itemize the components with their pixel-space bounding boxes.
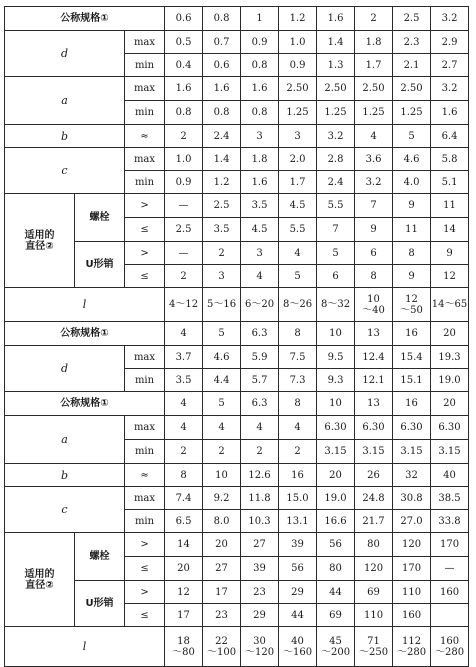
b-label: b bbox=[5, 464, 125, 487]
table-row bbox=[5, 288, 469, 322]
b-value-cell: 2.4 bbox=[203, 125, 241, 148]
b-value-cell: 40 bbox=[431, 464, 469, 487]
bolt-le-value-cell: 80 bbox=[317, 557, 355, 581]
bolt-le-value-cell: 9 bbox=[355, 218, 393, 242]
table-row bbox=[5, 31, 469, 54]
table-row bbox=[5, 487, 469, 510]
length-range-value-cell: 8～32 bbox=[317, 288, 355, 322]
a-max-value-cell: 2.50 bbox=[393, 77, 431, 101]
c-min-value-cell: 4.0 bbox=[393, 171, 431, 194]
d-max-value-cell: 1.4 bbox=[317, 31, 355, 54]
d-max-value-cell: 15.4 bbox=[393, 346, 431, 369]
bolt-le-value-cell: 7 bbox=[317, 218, 355, 242]
nominal-size-value-cell: 6.3 bbox=[241, 322, 279, 346]
bolt-gt-value-cell: 80 bbox=[355, 533, 393, 557]
c-min-value-cell: 33.8 bbox=[431, 510, 469, 533]
c-min-value-cell: 1.2 bbox=[203, 171, 241, 194]
d-max-value-cell: 19.3 bbox=[431, 346, 469, 369]
d-min-value-cell: 5.7 bbox=[241, 369, 279, 392]
a-max-value-cell: 4 bbox=[203, 416, 241, 440]
d-max-value-cell: 4.6 bbox=[203, 346, 241, 369]
pin-le-value-cell: 12 bbox=[431, 265, 469, 288]
a-max-value-cell: 6.30 bbox=[317, 416, 355, 440]
b-value-cell: 26 bbox=[355, 464, 393, 487]
length-range-value-cell: 14～65 bbox=[431, 288, 469, 322]
a-max-value-cell: 3.2 bbox=[431, 77, 469, 101]
b-value-cell: 16 bbox=[279, 464, 317, 487]
d-max-value-cell: 9.5 bbox=[317, 346, 355, 369]
a-min-value-cell: 2 bbox=[165, 440, 203, 464]
pin-le-value-cell: 9 bbox=[393, 265, 431, 288]
less-equal-label: ≤ bbox=[125, 218, 165, 242]
table-row bbox=[5, 125, 469, 148]
d-max-value-cell: 2.9 bbox=[431, 31, 469, 54]
c-min-value-cell: 27.0 bbox=[393, 510, 431, 533]
c-max-value-cell: 11.8 bbox=[241, 487, 279, 510]
c-min-value-cell: 2.4 bbox=[317, 171, 355, 194]
u-pin-label: U形销 bbox=[75, 581, 125, 627]
c-min-value-cell: 1.7 bbox=[279, 171, 317, 194]
a-min-value-cell: 3.15 bbox=[393, 440, 431, 464]
bolt-gt-value-cell: 27 bbox=[241, 533, 279, 557]
c-min-value-cell: 10.3 bbox=[241, 510, 279, 533]
pin-le-value-cell: 8 bbox=[355, 265, 393, 288]
table-row bbox=[5, 581, 469, 604]
pin-le-value-cell: 3 bbox=[203, 265, 241, 288]
d-max-value-cell: 1.8 bbox=[355, 31, 393, 54]
c-max-value-cell: 1.0 bbox=[165, 148, 203, 171]
length-range-value-cell: 8～26 bbox=[279, 288, 317, 322]
c-max-value-cell: 19.0 bbox=[317, 487, 355, 510]
applicable-label-line2: 直径② bbox=[25, 579, 54, 591]
length-range-value-cell: 5～16 bbox=[203, 288, 241, 322]
a-min-value-cell: 0.8 bbox=[203, 101, 241, 125]
pin-le-value-cell: 17 bbox=[165, 604, 203, 627]
c-max-value-cell: 24.8 bbox=[355, 487, 393, 510]
d-min-value-cell: 4.4 bbox=[203, 369, 241, 392]
nominal-size-value-cell: 13 bbox=[355, 322, 393, 346]
bolt-le-value-cell: 39 bbox=[241, 557, 279, 581]
c-min-value-cell: 0.9 bbox=[165, 171, 203, 194]
bolt-le-value-cell: 27 bbox=[203, 557, 241, 581]
nominal-size-value-cell: 8 bbox=[279, 322, 317, 346]
bolt-gt-value-cell: 14 bbox=[165, 533, 203, 557]
c-max-value-cell: 2.0 bbox=[279, 148, 317, 171]
table-row bbox=[5, 77, 469, 101]
b-value-cell: 6.4 bbox=[431, 125, 469, 148]
nominal-size-value-cell: 4 bbox=[165, 322, 203, 346]
a-min-value-cell: 1.25 bbox=[393, 101, 431, 125]
c-min-value-cell: 6.5 bbox=[165, 510, 203, 533]
bolt-gt-value-cell: 20 bbox=[203, 533, 241, 557]
min-label: min bbox=[125, 369, 165, 392]
a-min-value-cell: 3.15 bbox=[317, 440, 355, 464]
pin-le-value-cell: 29 bbox=[241, 604, 279, 627]
a-max-value-cell: 1.6 bbox=[203, 77, 241, 101]
b-value-cell: 20 bbox=[317, 464, 355, 487]
bolt-gt-value-cell: 7 bbox=[355, 194, 393, 218]
pin-gt-value-cell: 6 bbox=[355, 242, 393, 265]
d-max-value-cell: 2.3 bbox=[393, 31, 431, 54]
nominal-size-value-cell: 2.5 bbox=[393, 7, 431, 31]
d-min-value-cell: 0.8 bbox=[241, 54, 279, 77]
nominal-size-value-cell: 8 bbox=[279, 392, 317, 416]
d-min-value-cell: 0.9 bbox=[279, 54, 317, 77]
d-max-value-cell: 0.9 bbox=[241, 31, 279, 54]
table-row bbox=[5, 194, 469, 218]
pin-le-value-cell: 44 bbox=[279, 604, 317, 627]
a-min-value-cell: 0.8 bbox=[241, 101, 279, 125]
length-range-value-cell: 18 ～80 bbox=[165, 627, 203, 667]
u-pin-label: U形销 bbox=[75, 242, 125, 288]
pin-le-value-cell: 110 bbox=[355, 604, 393, 627]
c-label: c bbox=[5, 487, 125, 533]
b-value-cell: 3 bbox=[279, 125, 317, 148]
max-label: max bbox=[125, 31, 165, 54]
a-max-value-cell: 1.6 bbox=[241, 77, 279, 101]
bolt-gt-value-cell: 2.5 bbox=[203, 194, 241, 218]
bolt-gt-value-cell: 11 bbox=[431, 194, 469, 218]
a-max-value-cell: 4 bbox=[165, 416, 203, 440]
bolt-gt-value-cell: 5.5 bbox=[317, 194, 355, 218]
nominal-size-value-cell: 10 bbox=[317, 322, 355, 346]
bolt-gt-value-cell: 39 bbox=[279, 533, 317, 557]
less-equal-label: ≤ bbox=[125, 557, 165, 581]
length-range-value-cell: 112 ～280 bbox=[393, 627, 431, 667]
bolt-le-value-cell: 14 bbox=[431, 218, 469, 242]
applicable-label-line2: 直径② bbox=[25, 240, 54, 252]
a-max-value-cell: 6.30 bbox=[431, 416, 469, 440]
pin-gt-value-cell: 29 bbox=[279, 581, 317, 604]
table-row bbox=[5, 464, 469, 487]
pin-le-value-cell: 6 bbox=[317, 265, 355, 288]
pin-gt-value-cell: 2 bbox=[203, 242, 241, 265]
d-max-value-cell: 12.4 bbox=[355, 346, 393, 369]
table-row bbox=[5, 322, 469, 346]
c-max-value-cell: 38.5 bbox=[431, 487, 469, 510]
bolt-label: 螺栓 bbox=[75, 194, 125, 242]
greater-than-label: > bbox=[125, 242, 165, 265]
applicable-label-line1: 适用的 bbox=[24, 568, 55, 580]
b-value-cell: 3.2 bbox=[317, 125, 355, 148]
pin-gt-value-cell: 12 bbox=[165, 581, 203, 604]
c-max-value-cell: 15.0 bbox=[279, 487, 317, 510]
max-label: max bbox=[125, 77, 165, 101]
a-label: a bbox=[5, 416, 125, 464]
c-max-value-cell: 1.4 bbox=[203, 148, 241, 171]
nominal-size-value-cell: 2 bbox=[355, 7, 393, 31]
bolt-gt-value-cell: — bbox=[165, 194, 203, 218]
approx-label: ≈ bbox=[125, 125, 165, 148]
pin-le-value-cell: 4 bbox=[241, 265, 279, 288]
nominal-size-value-cell: 1.2 bbox=[279, 7, 317, 31]
approx-label: ≈ bbox=[125, 464, 165, 487]
a-min-value-cell: 3.15 bbox=[355, 440, 393, 464]
a-min-value-cell: 1.25 bbox=[279, 101, 317, 125]
bolt-le-value-cell: 5.5 bbox=[279, 218, 317, 242]
pin-le-value-cell: 23 bbox=[203, 604, 241, 627]
table-row bbox=[5, 392, 469, 416]
pin-gt-value-cell: 9 bbox=[431, 242, 469, 265]
bolt-gt-value-cell: 170 bbox=[431, 533, 469, 557]
bolt-le-value-cell: 11 bbox=[393, 218, 431, 242]
length-range-value-cell: 160 ～280 bbox=[431, 627, 469, 667]
nominal-size-header: 公称规格① bbox=[5, 7, 165, 31]
d-max-value-cell: 7.5 bbox=[279, 346, 317, 369]
pin-gt-value-cell: 8 bbox=[393, 242, 431, 265]
d-label: d bbox=[5, 346, 125, 392]
pin-le-value-cell: 69 bbox=[317, 604, 355, 627]
max-label: max bbox=[125, 416, 165, 440]
less-equal-label: ≤ bbox=[125, 265, 165, 288]
d-min-value-cell: 0.4 bbox=[165, 54, 203, 77]
bolt-gt-value-cell: 56 bbox=[317, 533, 355, 557]
b-value-cell: 5 bbox=[393, 125, 431, 148]
length-range-value-cell: 22 ～100 bbox=[203, 627, 241, 667]
a-min-value-cell: 2 bbox=[241, 440, 279, 464]
length-range-value-cell: 45 ～200 bbox=[317, 627, 355, 667]
d-min-value-cell: 15.1 bbox=[393, 369, 431, 392]
d-min-value-cell: 1.7 bbox=[355, 54, 393, 77]
less-equal-label: ≤ bbox=[125, 604, 165, 627]
pin-gt-value-cell: 110 bbox=[393, 581, 431, 604]
length-range-value-cell: 12 ～50 bbox=[393, 288, 431, 322]
pin-le-value-cell: 2 bbox=[165, 265, 203, 288]
c-max-value-cell: 2.8 bbox=[317, 148, 355, 171]
length-range-value-cell: 6～20 bbox=[241, 288, 279, 322]
d-label: d bbox=[5, 31, 125, 77]
d-min-value-cell: 3.5 bbox=[165, 369, 203, 392]
c-min-value-cell: 21.7 bbox=[355, 510, 393, 533]
max-label: max bbox=[125, 487, 165, 510]
nominal-size-value-cell: 20 bbox=[431, 392, 469, 416]
a-max-value-cell: 2.50 bbox=[279, 77, 317, 101]
nominal-size-value-cell: 5 bbox=[203, 322, 241, 346]
c-min-value-cell: 13.1 bbox=[279, 510, 317, 533]
nominal-size-value-cell: 16 bbox=[393, 322, 431, 346]
bolt-gt-value-cell: 9 bbox=[393, 194, 431, 218]
pin-gt-value-cell: 44 bbox=[317, 581, 355, 604]
a-max-value-cell: 6.30 bbox=[355, 416, 393, 440]
min-label: min bbox=[125, 101, 165, 125]
c-min-value-cell: 8.0 bbox=[203, 510, 241, 533]
c-min-value-cell: 16.6 bbox=[317, 510, 355, 533]
bolt-gt-value-cell: 4.5 bbox=[279, 194, 317, 218]
d-min-value-cell: 1.3 bbox=[317, 54, 355, 77]
b-value-cell: 12.6 bbox=[241, 464, 279, 487]
nominal-size-header: 公称规格① bbox=[5, 322, 165, 346]
bolt-le-value-cell: 170 bbox=[393, 557, 431, 581]
nominal-size-value-cell: 1 bbox=[241, 7, 279, 31]
greater-than-label: > bbox=[125, 194, 165, 218]
d-max-value-cell: 3.7 bbox=[165, 346, 203, 369]
pin-gt-value-cell: 17 bbox=[203, 581, 241, 604]
b-value-cell: 8 bbox=[165, 464, 203, 487]
nominal-size-value-cell: 5 bbox=[203, 392, 241, 416]
c-min-value-cell: 5.1 bbox=[431, 171, 469, 194]
c-label: c bbox=[5, 148, 125, 194]
a-max-value-cell: 2.50 bbox=[317, 77, 355, 101]
d-min-value-cell: 0.6 bbox=[203, 54, 241, 77]
nominal-size-value-cell: 1.6 bbox=[317, 7, 355, 31]
a-min-value-cell: 2 bbox=[279, 440, 317, 464]
length-range-value-cell: 4～12 bbox=[165, 288, 203, 322]
table-row bbox=[5, 627, 469, 667]
nominal-size-value-cell: 0.8 bbox=[203, 7, 241, 31]
pin-le-value-cell: 160 bbox=[393, 604, 431, 627]
length-range-value-cell: 40 ～160 bbox=[279, 627, 317, 667]
bolt-le-value-cell: 3.5 bbox=[203, 218, 241, 242]
d-min-value-cell: 2.1 bbox=[393, 54, 431, 77]
pin-gt-value-cell: 3 bbox=[241, 242, 279, 265]
length-range-value-cell: 30 ～120 bbox=[241, 627, 279, 667]
c-max-value-cell: 30.8 bbox=[393, 487, 431, 510]
b-value-cell: 10 bbox=[203, 464, 241, 487]
a-max-value-cell: 2.50 bbox=[355, 77, 393, 101]
a-max-value-cell: 4 bbox=[241, 416, 279, 440]
a-min-value-cell: 1.25 bbox=[317, 101, 355, 125]
bolt-label: 螺栓 bbox=[75, 533, 125, 581]
dimension-table-body bbox=[5, 7, 469, 667]
nominal-size-value-cell: 3.2 bbox=[431, 7, 469, 31]
d-min-value-cell: 2.7 bbox=[431, 54, 469, 77]
l-label: l bbox=[5, 627, 165, 667]
c-max-value-cell: 5.8 bbox=[431, 148, 469, 171]
d-max-value-cell: 1.0 bbox=[279, 31, 317, 54]
min-label: min bbox=[125, 171, 165, 194]
table-row bbox=[5, 7, 469, 31]
bolt-le-value-cell: 4.5 bbox=[241, 218, 279, 242]
pin-le-value-cell: 5 bbox=[279, 265, 317, 288]
nominal-size-header: 公称规格① bbox=[5, 392, 165, 416]
c-max-value-cell: 7.4 bbox=[165, 487, 203, 510]
a-max-value-cell: 1.6 bbox=[165, 77, 203, 101]
a-max-value-cell: 6.30 bbox=[393, 416, 431, 440]
a-max-value-cell: 4 bbox=[279, 416, 317, 440]
pin-gt-value-cell: 160 bbox=[431, 581, 469, 604]
applicable-label-line1: 适用的 bbox=[24, 229, 55, 241]
a-min-value-cell: 0.8 bbox=[165, 101, 203, 125]
applicable-diameter-label bbox=[5, 194, 75, 288]
bolt-gt-value-cell: 3.5 bbox=[241, 194, 279, 218]
pin-le-value-cell bbox=[431, 604, 469, 627]
table-row bbox=[5, 346, 469, 369]
dimension-table bbox=[4, 6, 469, 667]
min-label: min bbox=[125, 510, 165, 533]
table-row bbox=[5, 533, 469, 557]
pin-gt-value-cell: 5 bbox=[317, 242, 355, 265]
nominal-size-value-cell: 6.3 bbox=[241, 392, 279, 416]
c-min-value-cell: 3.2 bbox=[355, 171, 393, 194]
nominal-size-value-cell: 16 bbox=[393, 392, 431, 416]
bolt-le-value-cell: 20 bbox=[165, 557, 203, 581]
bolt-le-value-cell: 56 bbox=[279, 557, 317, 581]
a-min-value-cell: 3.15 bbox=[431, 440, 469, 464]
nominal-size-value-cell: 13 bbox=[355, 392, 393, 416]
a-min-value-cell: 1.6 bbox=[431, 101, 469, 125]
c-min-value-cell: 1.6 bbox=[241, 171, 279, 194]
b-value-cell: 4 bbox=[355, 125, 393, 148]
nominal-size-value-cell: 10 bbox=[317, 392, 355, 416]
bolt-le-value-cell: 2.5 bbox=[165, 218, 203, 242]
c-max-value-cell: 3.6 bbox=[355, 148, 393, 171]
bolt-le-value-cell: 120 bbox=[355, 557, 393, 581]
length-range-value-cell: 71 ～250 bbox=[355, 627, 393, 667]
pin-gt-value-cell: 69 bbox=[355, 581, 393, 604]
b-value-cell: 3 bbox=[241, 125, 279, 148]
table-row bbox=[5, 148, 469, 171]
c-max-value-cell: 4.6 bbox=[393, 148, 431, 171]
max-label: max bbox=[125, 148, 165, 171]
d-max-value-cell: 5.9 bbox=[241, 346, 279, 369]
nominal-size-value-cell: 20 bbox=[431, 322, 469, 346]
c-max-value-cell: 1.8 bbox=[241, 148, 279, 171]
a-min-value-cell: 1.25 bbox=[355, 101, 393, 125]
table-row bbox=[5, 416, 469, 440]
d-min-value-cell: 7.3 bbox=[279, 369, 317, 392]
greater-than-label: > bbox=[125, 533, 165, 557]
b-label: b bbox=[5, 125, 125, 148]
min-label: min bbox=[125, 440, 165, 464]
nominal-size-value-cell: 0.6 bbox=[165, 7, 203, 31]
nominal-size-value-cell: 4 bbox=[165, 392, 203, 416]
a-min-value-cell: 2 bbox=[203, 440, 241, 464]
pin-gt-value-cell: — bbox=[165, 242, 203, 265]
d-max-value-cell: 0.5 bbox=[165, 31, 203, 54]
pin-gt-value-cell: 4 bbox=[279, 242, 317, 265]
b-value-cell: 2 bbox=[165, 125, 203, 148]
applicable-diameter-label bbox=[5, 533, 75, 627]
c-max-value-cell: 9.2 bbox=[203, 487, 241, 510]
d-max-value-cell: 0.7 bbox=[203, 31, 241, 54]
table-row bbox=[5, 242, 469, 265]
min-label: min bbox=[125, 54, 165, 77]
l-label: l bbox=[5, 288, 165, 322]
pin-gt-value-cell: 23 bbox=[241, 581, 279, 604]
d-min-value-cell: 12.1 bbox=[355, 369, 393, 392]
b-value-cell: 32 bbox=[393, 464, 431, 487]
greater-than-label: > bbox=[125, 581, 165, 604]
d-min-value-cell: 9.3 bbox=[317, 369, 355, 392]
d-min-value-cell: 19.0 bbox=[431, 369, 469, 392]
length-range-value-cell: 10 ～40 bbox=[355, 288, 393, 322]
max-label: max bbox=[125, 346, 165, 369]
bolt-le-value-cell: — bbox=[431, 557, 469, 581]
bolt-gt-value-cell: 120 bbox=[393, 533, 431, 557]
a-label: a bbox=[5, 77, 125, 125]
